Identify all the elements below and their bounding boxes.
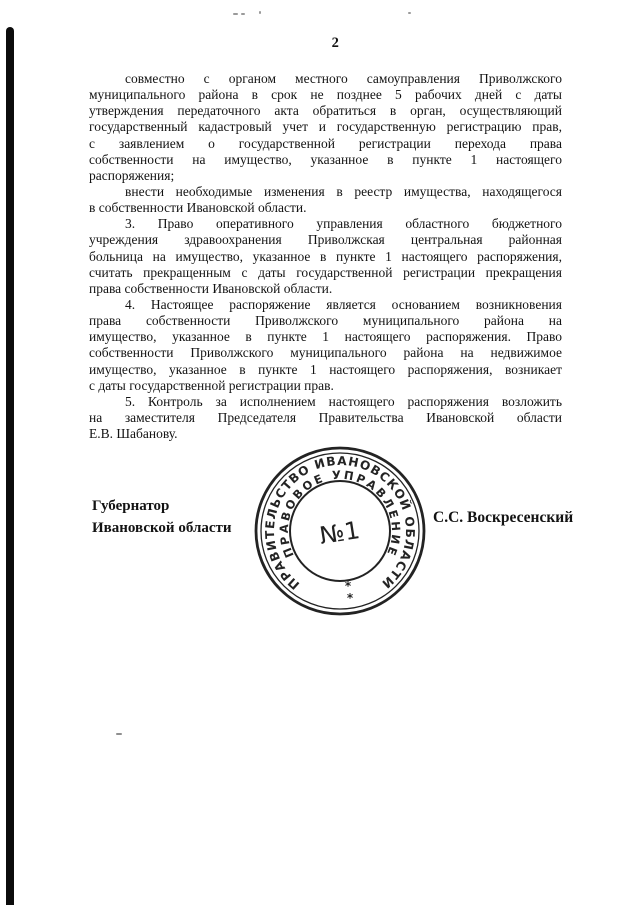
scan-edge-artifact [6,27,14,905]
body-line: 5. Контроль за исполнением настоящего распоряжения возложить [125,393,562,409]
official-stamp [253,445,427,619]
body-line: внести необходимые изменения в реестр имущества, находящегося [125,183,562,199]
body-line: права собственности Приволжского муниципального района на [89,313,562,329]
body-line: совместно с органом местного самоуправления Приволжского [125,71,562,86]
body-line: больница на имущество, указанное в пункте 1 настоящего распоряжения, [89,248,562,264]
body-line: считать прекращенным с даты государственной регистрации прекращения [89,264,562,280]
body-line: имущество, указанное в пункте 1 настоящего распоряжения, возникает [89,361,562,377]
stamp-outer-text: ПРАВИТЕЛЬСТВО ИВАНОВСКОЙ ОБЛАСТИ [262,453,418,593]
signature-post [92,496,232,539]
body-line: права собственности Ивановской области. [89,280,333,296]
body-line: 4. Настоящее распоряжение является основанием возникновения [125,296,562,312]
body-line: распоряжения; [89,167,175,183]
body-line: государственный кадастровый учет и государственную регистрацию прав, [89,119,562,135]
signature-post-line2: Ивановской области [92,519,232,536]
scan-noise-dot [233,13,238,15]
stamp-seal-graphic [253,445,427,619]
scan-noise-dot [241,13,245,15]
body-line: имущество, указанное в пункте 1 настоящего распоряжения. Право [89,329,562,345]
body-line: собственности Приволжского муниципального района на недвижимое [89,345,562,361]
scan-noise-dot [408,12,411,14]
body-line: учреждения здравоохранения Приволжская центральная районная [89,232,562,248]
body-line: 3. Право оперативного управления областного бюджетного [125,216,562,232]
stamp-separator-star: * [344,579,352,593]
body-line: на заместителя Председателя Правительства Ивановской области [89,409,562,425]
page-number: 2 [331,35,340,51]
body-line: Е.В. Шабанову. [89,426,178,442]
body-line: в собственности Ивановской области. [89,200,307,216]
stamp-center-number: №1 [317,516,362,550]
signature-name: С.С. Воскресенский [433,509,574,526]
body-line: с заявлением о государственной регистрации перехода права [89,135,562,151]
document-body [89,71,562,442]
stamp-separator-star: * [346,591,354,605]
signature-post-line1: Губернатор [92,498,170,514]
body-line: с даты государственной регистрации прав. [89,377,334,393]
body-line: утверждения передаточного акта обратиться в орган, осуществляющий [89,103,562,119]
body-line: муниципального района в срок не позднее 5 рабочих дней с даты [89,87,562,103]
stamp-inner-text: ПРАВОВОЕ УПРАВЛЕНИЕ [276,467,404,560]
scan-noise-dot [259,11,261,14]
scan-noise-dot [116,733,122,735]
body-line: собственности на имущество, указанное в пункте 1 настоящего [89,151,562,167]
